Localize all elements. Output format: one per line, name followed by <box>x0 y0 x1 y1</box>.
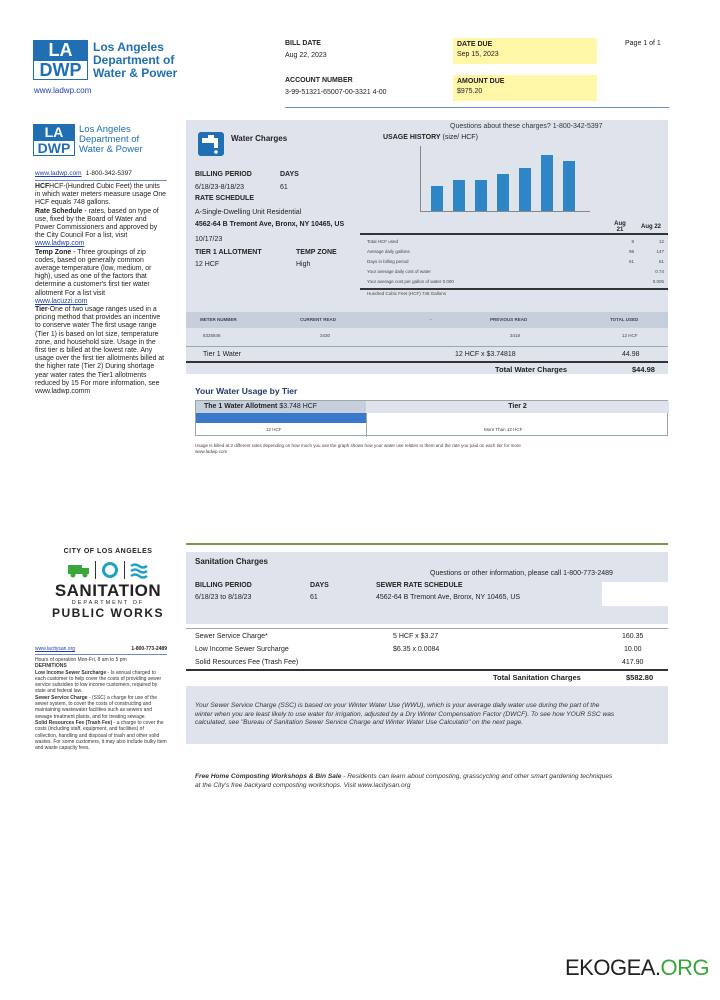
water-days-label: DAYS <box>280 171 299 178</box>
sidebar-contact <box>35 170 132 177</box>
san-row-amount: 160.35 <box>622 633 644 640</box>
sidebar-phone: 1-800-342-5397 <box>85 170 132 177</box>
san-rows-top-rule <box>186 628 668 629</box>
san-sidebar-definitions <box>35 657 167 751</box>
previous-read-header: PREVIOUS READ <box>490 317 528 322</box>
usage-by-tier-title: Your Water Usage by Tier <box>195 386 298 396</box>
san-row-label: Low Income Sewer Surcharge <box>195 646 289 653</box>
tier-divider <box>366 413 367 437</box>
logo-line1: Los Angeles <box>93 39 164 54</box>
tier1-header: The 1 Water Allotment $3.748 HCF <box>196 401 366 413</box>
water-total-amount: $44.98 <box>632 365 655 374</box>
stats-bottom-rule <box>360 288 668 290</box>
san-hours: Hours of operation Mon-Fri, 8 am to 5 pm <box>35 657 127 663</box>
meter-divider <box>186 346 668 347</box>
san-row-calc: $6.35 x 0.0084 <box>393 646 440 653</box>
sanitation-logo <box>33 548 183 620</box>
current-read-header: CURRENT READ <box>300 317 336 322</box>
date-due-box <box>453 38 597 64</box>
san-def-2: Sewer Service Charge - (SSC) a charge for use of the sewer system, to cover the costs of constructing and maintaining wastewater facilities such as sewers and sewage treatment plants, and for treating sewage. <box>35 694 158 720</box>
sidebar-divider <box>35 180 167 181</box>
san-pw: PUBLIC WORKS <box>52 606 164 620</box>
tier1-water-calc: 12 HCF x $3.74818 <box>455 351 516 358</box>
tier1-water-label: Tier 1 Water <box>203 351 241 358</box>
hcf-definition: HCFHCF-(Hundred Cubic Feet) the units in which water meters measure usage One HCF equals 748 gallons. <box>35 183 166 207</box>
sidebar-web-link[interactable]: www.ladwp.com <box>35 170 82 177</box>
usage-bar <box>475 180 487 211</box>
usage-bar <box>563 161 575 211</box>
san-days: 61 <box>310 594 318 601</box>
stat-row: Total HCF used 8 12 <box>367 238 664 244</box>
usage-bar <box>541 155 553 211</box>
sidebar-logo-line2: Department of <box>79 134 140 145</box>
bill-date-label: BILL DATE <box>285 40 321 47</box>
header-divider <box>285 107 669 108</box>
tier1-value: 12 HCF <box>266 427 282 432</box>
water-total-label: Total Water Charges <box>495 365 568 374</box>
temp-zone: High <box>296 261 311 268</box>
tier1-allotment-label: TIER 1 ALLOTMENT <box>195 249 262 256</box>
san-city: CITY OF LOS ANGELES <box>63 548 153 555</box>
bill-date: Aug 22, 2023 <box>285 52 327 59</box>
stat-row: Days in billing period 61 61 <box>367 258 664 264</box>
amount-due-box <box>453 75 597 101</box>
col-b-header: Aug 22 <box>641 224 662 230</box>
meter-number-header: METER NUMBER <box>200 317 237 322</box>
date-due-label: DATE DUE <box>457 41 493 48</box>
tier-footnote: Usage is billed at 2 different rates depending on how much you use the graph shows how your water use relates to them and the rate you paid on each tier for more www.ladwp.com <box>195 443 521 454</box>
san-defs-title: DEFINITIONS <box>35 663 67 670</box>
san-billing-period: 6/18/23 to 8/18/23 <box>195 594 252 601</box>
stats-top-rule <box>360 233 668 235</box>
sanitation-questions: Questions or other information, please call 1-800-773-2489 <box>430 570 613 577</box>
san-dept: DEPARTMENT OF <box>71 600 145 606</box>
temp-zone-def: Temp Zone - Three groupings of zip codes, based on generally common average temperature (low, medium, or high), used as one of the factors that determine a customer's first tier water allotment For a list visit <box>35 248 152 297</box>
usage-bar <box>497 174 509 211</box>
usage-history-heading: USAGE HISTORY (size/ HCF) <box>383 134 478 141</box>
water-billing-period-label: BILLING PERIOD <box>195 171 252 178</box>
san-name: SANITATION <box>54 581 162 600</box>
minus-header: - <box>430 317 432 322</box>
water-waves-icon <box>129 561 149 579</box>
water-charges-title: Water Charges <box>231 134 288 143</box>
account-number-label: ACCOUNT NUMBER <box>285 77 353 84</box>
amount-due-label: AMOUNT DUE <box>457 78 505 85</box>
temp-zone-link[interactable]: www.lacuzzi.com <box>35 297 88 305</box>
meter-number: 8325846 <box>203 333 221 338</box>
san-row-calc: 5 HCF x $3.27 <box>393 633 439 640</box>
water-total-rule <box>186 361 668 363</box>
amount-due: $975.20 <box>457 88 483 95</box>
san-row-label: Sewer Service Charge* <box>195 633 268 640</box>
tier2-value: More Than 12 HCF <box>484 427 523 432</box>
san-days-label: DAYS <box>310 582 329 589</box>
sewer-rate-label: SEWER RATE SCHEDULE <box>376 582 463 589</box>
recycle-icon <box>100 561 120 579</box>
rate-schedule-value: A-Single-Dwelling Unit Residential <box>195 209 302 216</box>
header-website[interactable]: www.ladwp.com <box>34 86 92 95</box>
page-number: Page 1 of 1 <box>625 40 661 47</box>
sidebar-ladwp-logo <box>33 124 143 156</box>
rate-schedule-link[interactable]: www.ladwp.com <box>35 240 85 248</box>
sidebar-logo-la: LA <box>33 124 75 140</box>
tier1-allotment: 12 HCF <box>195 261 220 268</box>
san-total-rule <box>186 669 668 671</box>
watermark: EKOGEA.ORG <box>565 955 710 980</box>
col-a-header: Aug 21 <box>614 221 626 233</box>
previous-read: 3418 <box>510 333 521 338</box>
ssc-note: Your Sewer Service Charge (SSC) is based on your Winter Water Use (WWU), which is your average daily water use during the part of the winter when you are least likely to use water for irrigation, adjusted by a Dry Winter Compensation Factor (DWCF). To see how YOUR SSC was calculated, see "Bureau of Sanitation Sewer Service Charge and Winter Water Use Calculatio" on the next page. <box>195 702 615 726</box>
tier1-water-amount: 44.98 <box>622 351 640 358</box>
sanitation-top-rule <box>186 543 668 545</box>
logo-line3: Water & Power <box>93 65 178 80</box>
san-def-1: Low Income Sewer Surcharge - Is annual charged to each customer to help cover the costs of providing sewer service subsidies to low income customers, required by state and federal law. <box>35 669 162 695</box>
san-sidebar-contact <box>35 646 167 652</box>
san-row-amount: 417.90 <box>622 659 644 666</box>
hcf-gallons-note: Hundred Cubic Feet (HCF) 748 Gallons <box>367 291 447 296</box>
water-date2: 10/17/23 <box>195 236 223 243</box>
rate-schedule-label: RATE SCHEDULE <box>195 195 254 202</box>
water-billing-period: 6/18/23-8/18/23 <box>195 184 245 191</box>
stat-row: Your average cost per gallon of water 0.000 0.005 <box>367 278 664 284</box>
san-sidebar-divider <box>35 654 167 655</box>
faucet-icon <box>197 130 225 160</box>
usage-stats-table <box>367 236 664 286</box>
tier1-fill-bar <box>196 413 366 423</box>
sidebar-logo-dwp: DWP <box>33 140 75 156</box>
truck-icon <box>67 561 91 579</box>
san-row-label: Solid Resources Fee (Trash Fee) <box>195 659 299 666</box>
sanitation-icons <box>33 561 183 579</box>
san-total-label: Total Sanitation Charges <box>493 673 581 682</box>
logo-line2: Department of <box>93 52 175 67</box>
rate-schedule-def: Rate Schedule - rates, based on type of use, fixed by the Board of Water and Power Commissioners and approved by the City Council For a list, visit <box>35 207 159 240</box>
water-questions: Questions about these charges? 1-800-342-5397 <box>450 123 603 130</box>
meter-table-header <box>186 312 668 328</box>
temp-zone-label: TEMP ZONE <box>296 249 337 256</box>
sidebar-definitions <box>35 183 167 396</box>
logo-la: LA <box>33 40 88 60</box>
ladwp-logo <box>33 40 177 80</box>
composting-note: Free Home Composting Workshops & Bin Sale - Residents can learn about composting, grasscycling and other smart gardening techniques at the City's free backyard composting workshops. Visit www.lacitysan.org <box>195 773 613 789</box>
account-number: 3-99-51321-65007-00-3321 4-00 <box>285 89 387 96</box>
usage-bar <box>431 186 443 211</box>
sewer-rate: 4562-64 B Tremont Ave, Bronx, NY 10465, US <box>376 594 521 601</box>
tier-def: Tier-One of two usage ranges used in a pricing method that provides an incentive to conserve water The first usage range (Tier 1) is based on lot size, temperature zone, and household size. Usage in the first tier is billed at the lowest rate. Any usage over the first tier allotments billed at the higher rate (Tier 2) During shortage year water rates the Tier1 allotments reduced by 15 For more information, see www.ladwp.comm <box>35 306 165 396</box>
logo-dwp: DWP <box>33 60 88 80</box>
san-total-amount: $582.80 <box>626 673 654 682</box>
sidebar-logo-line1: Los Angeles <box>79 124 131 135</box>
total-used: 12 HCF <box>622 333 638 338</box>
date-due: Sep 15, 2023 <box>457 51 499 58</box>
stat-row: Your average daily cost of water 0.74 <box>367 268 664 274</box>
san-phone: 1-800-773-2489 <box>131 646 167 652</box>
stat-row: Average daily gallons 98 147 <box>367 248 664 254</box>
usage-history-chart <box>420 146 590 212</box>
usage-bar <box>519 168 531 211</box>
usage-bar <box>453 180 465 211</box>
water-days: 61 <box>280 184 288 191</box>
sidebar-logo-line3: Water & Power <box>79 144 143 155</box>
san-def-3: Solid Resources Fee (Trash Fee) - a charge to cover the costs (including staff, equipment, and facilities) of collection, handling and disposal of trash and other solid wastes. For some customers, it may also include bulky item and waste capacity fees. <box>35 719 167 752</box>
tier-usage-box <box>195 400 668 436</box>
sanitation-title: Sanitation Charges <box>195 557 268 566</box>
water-service-address: 4562-64 B Tremont Ave, Bronx, NY 10465, US <box>195 221 345 228</box>
san-billing-period-label: BILLING PERIOD <box>195 582 252 589</box>
total-used-header: TOTAL USED <box>610 317 639 322</box>
san-web-link[interactable]: www.lacitysan.org <box>35 646 76 652</box>
tier2-header: Tier 2 <box>366 401 669 413</box>
sanitation-panel-notch <box>602 582 668 606</box>
current-read: 3430 <box>320 333 331 338</box>
san-row-amount: 10.00 <box>624 646 642 653</box>
